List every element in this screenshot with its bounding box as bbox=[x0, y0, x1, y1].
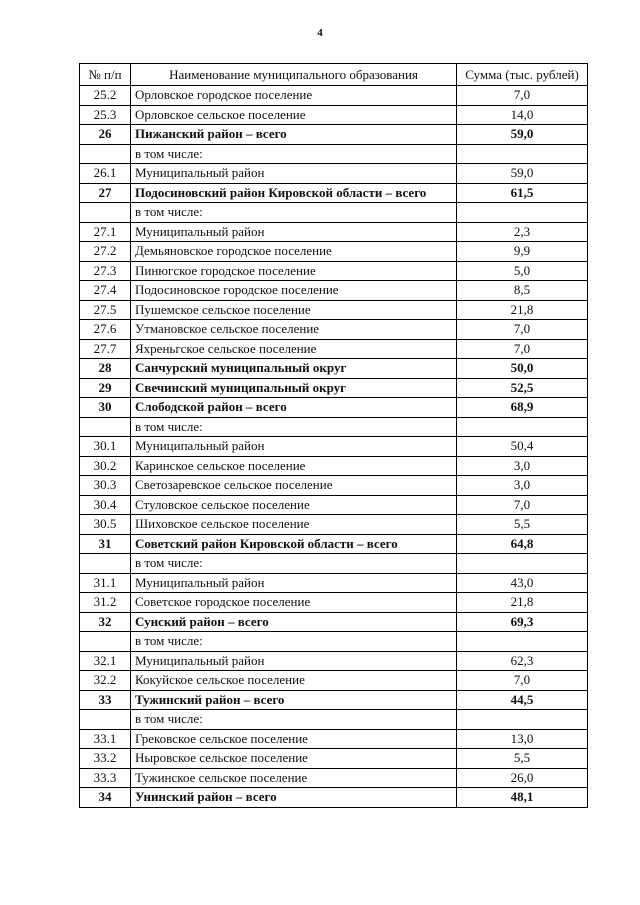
row-sum: 5,5 bbox=[457, 749, 588, 769]
row-sum: 68,9 bbox=[457, 398, 588, 418]
row-number: 27.6 bbox=[80, 320, 131, 340]
table-row bbox=[80, 339, 588, 359]
row-sum: 69,3 bbox=[457, 612, 588, 632]
table-body bbox=[80, 86, 588, 808]
row-number: 31.2 bbox=[80, 593, 131, 613]
row-name: в том числе: bbox=[131, 554, 457, 574]
row-name: Утмановское сельское поселение bbox=[131, 320, 457, 340]
table-row bbox=[80, 554, 588, 574]
table-header-row bbox=[80, 64, 588, 86]
row-number: 32 bbox=[80, 612, 131, 632]
table-row bbox=[80, 456, 588, 476]
row-sum: 9,9 bbox=[457, 242, 588, 262]
table-row bbox=[80, 495, 588, 515]
row-name: Демьяновское городское поселение bbox=[131, 242, 457, 262]
row-name: Подосиновский район Кировской области – всего bbox=[131, 183, 457, 203]
row-number: 26.1 bbox=[80, 164, 131, 184]
row-number: 27.5 bbox=[80, 300, 131, 320]
row-sum bbox=[457, 144, 588, 164]
row-sum: 8,5 bbox=[457, 281, 588, 301]
row-name: Муниципальный район bbox=[131, 222, 457, 242]
row-number: 30.1 bbox=[80, 437, 131, 457]
row-number bbox=[80, 632, 131, 652]
row-sum: 59,0 bbox=[457, 164, 588, 184]
row-sum: 2,3 bbox=[457, 222, 588, 242]
row-sum: 52,5 bbox=[457, 378, 588, 398]
row-number: 32.2 bbox=[80, 671, 131, 691]
header-sum: Сумма (тыс. рублей) bbox=[457, 64, 588, 86]
table-row bbox=[80, 281, 588, 301]
table-row bbox=[80, 612, 588, 632]
row-sum: 3,0 bbox=[457, 456, 588, 476]
row-number: 27.2 bbox=[80, 242, 131, 262]
table-row bbox=[80, 690, 588, 710]
row-number: 25.2 bbox=[80, 86, 131, 106]
row-number: 31 bbox=[80, 534, 131, 554]
row-name: Грековское сельское поселение bbox=[131, 729, 457, 749]
table-row bbox=[80, 203, 588, 223]
row-number bbox=[80, 710, 131, 730]
row-sum: 7,0 bbox=[457, 671, 588, 691]
row-number: 27.7 bbox=[80, 339, 131, 359]
table-row bbox=[80, 164, 588, 184]
table-row bbox=[80, 125, 588, 145]
table-row bbox=[80, 573, 588, 593]
header-number: № п/п bbox=[80, 64, 131, 86]
row-sum bbox=[457, 203, 588, 223]
row-name: в том числе: bbox=[131, 144, 457, 164]
row-number: 27.3 bbox=[80, 261, 131, 281]
table-row bbox=[80, 398, 588, 418]
row-number bbox=[80, 417, 131, 437]
row-sum: 7,0 bbox=[457, 495, 588, 515]
row-number: 34 bbox=[80, 788, 131, 808]
row-sum: 44,5 bbox=[457, 690, 588, 710]
row-name: Подосиновское городское поселение bbox=[131, 281, 457, 301]
page-number: 4 bbox=[317, 27, 323, 39]
table-row bbox=[80, 261, 588, 281]
row-number: 26 bbox=[80, 125, 131, 145]
row-name: Кокуйское сельское поселение bbox=[131, 671, 457, 691]
row-name: Тужинский район – всего bbox=[131, 690, 457, 710]
row-number: 25.3 bbox=[80, 105, 131, 125]
row-name: Муниципальный район bbox=[131, 437, 457, 457]
row-number: 30.4 bbox=[80, 495, 131, 515]
row-name: Муниципальный район bbox=[131, 164, 457, 184]
table-row bbox=[80, 788, 588, 808]
row-name: в том числе: bbox=[131, 417, 457, 437]
row-name: Ныровское сельское поселение bbox=[131, 749, 457, 769]
row-sum bbox=[457, 554, 588, 574]
row-sum: 50,0 bbox=[457, 359, 588, 379]
table-row bbox=[80, 632, 588, 652]
table-row bbox=[80, 417, 588, 437]
row-name: Пушемское сельское поселение bbox=[131, 300, 457, 320]
row-sum: 7,0 bbox=[457, 339, 588, 359]
row-name: Светозаревское сельское поселение bbox=[131, 476, 457, 496]
table-row bbox=[80, 651, 588, 671]
row-sum bbox=[457, 710, 588, 730]
row-sum: 21,8 bbox=[457, 593, 588, 613]
row-name: Стуловское сельское поселение bbox=[131, 495, 457, 515]
row-number: 30.2 bbox=[80, 456, 131, 476]
row-name: Советский район Кировской области – всего bbox=[131, 534, 457, 554]
row-number: 32.1 bbox=[80, 651, 131, 671]
row-name: Санчурский муниципальный округ bbox=[131, 359, 457, 379]
row-sum: 13,0 bbox=[457, 729, 588, 749]
table-row bbox=[80, 476, 588, 496]
table-row bbox=[80, 86, 588, 106]
table-row bbox=[80, 437, 588, 457]
table-row bbox=[80, 593, 588, 613]
budget-table bbox=[79, 63, 588, 808]
row-name: Орловское городское поселение bbox=[131, 86, 457, 106]
row-sum: 61,5 bbox=[457, 183, 588, 203]
row-name: Пинюгское городское поселение bbox=[131, 261, 457, 281]
table-row bbox=[80, 515, 588, 535]
table-row bbox=[80, 183, 588, 203]
row-name: Тужинское сельское поселение bbox=[131, 768, 457, 788]
table-row bbox=[80, 749, 588, 769]
row-sum: 59,0 bbox=[457, 125, 588, 145]
row-name: Пижанский район – всего bbox=[131, 125, 457, 145]
row-sum: 3,0 bbox=[457, 476, 588, 496]
row-name: Муниципальный район bbox=[131, 651, 457, 671]
table-row bbox=[80, 359, 588, 379]
row-sum: 64,8 bbox=[457, 534, 588, 554]
header-name: Наименование муниципального образования bbox=[131, 64, 457, 86]
table-row bbox=[80, 242, 588, 262]
row-sum: 5,5 bbox=[457, 515, 588, 535]
row-number: 27.4 bbox=[80, 281, 131, 301]
row-name: Советское городское поселение bbox=[131, 593, 457, 613]
table-row bbox=[80, 729, 588, 749]
row-sum bbox=[457, 417, 588, 437]
row-sum: 5,0 bbox=[457, 261, 588, 281]
table-row bbox=[80, 671, 588, 691]
row-name: Унинский район – всего bbox=[131, 788, 457, 808]
row-number: 27 bbox=[80, 183, 131, 203]
row-sum: 14,0 bbox=[457, 105, 588, 125]
row-name: Муниципальный район bbox=[131, 573, 457, 593]
table-row bbox=[80, 534, 588, 554]
row-number: 33.3 bbox=[80, 768, 131, 788]
row-name: Свечинский муниципальный округ bbox=[131, 378, 457, 398]
row-number: 28 bbox=[80, 359, 131, 379]
table-row bbox=[80, 144, 588, 164]
row-sum: 7,0 bbox=[457, 86, 588, 106]
row-name: Яхреньгское сельское поселение bbox=[131, 339, 457, 359]
row-sum: 26,0 bbox=[457, 768, 588, 788]
row-number: 33.1 bbox=[80, 729, 131, 749]
row-number: 30 bbox=[80, 398, 131, 418]
row-number bbox=[80, 144, 131, 164]
table-row bbox=[80, 105, 588, 125]
row-number bbox=[80, 554, 131, 574]
row-number: 33 bbox=[80, 690, 131, 710]
table-row bbox=[80, 710, 588, 730]
row-name: Сунский район – всего bbox=[131, 612, 457, 632]
row-name: в том числе: bbox=[131, 203, 457, 223]
row-number: 27.1 bbox=[80, 222, 131, 242]
row-name: в том числе: bbox=[131, 632, 457, 652]
row-sum: 21,8 bbox=[457, 300, 588, 320]
row-number bbox=[80, 203, 131, 223]
row-number: 31.1 bbox=[80, 573, 131, 593]
row-number: 33.2 bbox=[80, 749, 131, 769]
table-row bbox=[80, 300, 588, 320]
row-sum: 7,0 bbox=[457, 320, 588, 340]
table-row bbox=[80, 222, 588, 242]
table-row bbox=[80, 320, 588, 340]
row-name: в том числе: bbox=[131, 710, 457, 730]
row-name: Орловское сельское поселение bbox=[131, 105, 457, 125]
row-sum: 48,1 bbox=[457, 788, 588, 808]
row-sum: 50,4 bbox=[457, 437, 588, 457]
table-row bbox=[80, 378, 588, 398]
row-number: 29 bbox=[80, 378, 131, 398]
row-number: 30.5 bbox=[80, 515, 131, 535]
row-number: 30.3 bbox=[80, 476, 131, 496]
row-sum bbox=[457, 632, 588, 652]
row-sum: 62,3 bbox=[457, 651, 588, 671]
row-name: Слободской район – всего bbox=[131, 398, 457, 418]
table-row bbox=[80, 768, 588, 788]
row-sum: 43,0 bbox=[457, 573, 588, 593]
row-name: Каринское сельское поселение bbox=[131, 456, 457, 476]
row-name: Шиховское сельское поселение bbox=[131, 515, 457, 535]
